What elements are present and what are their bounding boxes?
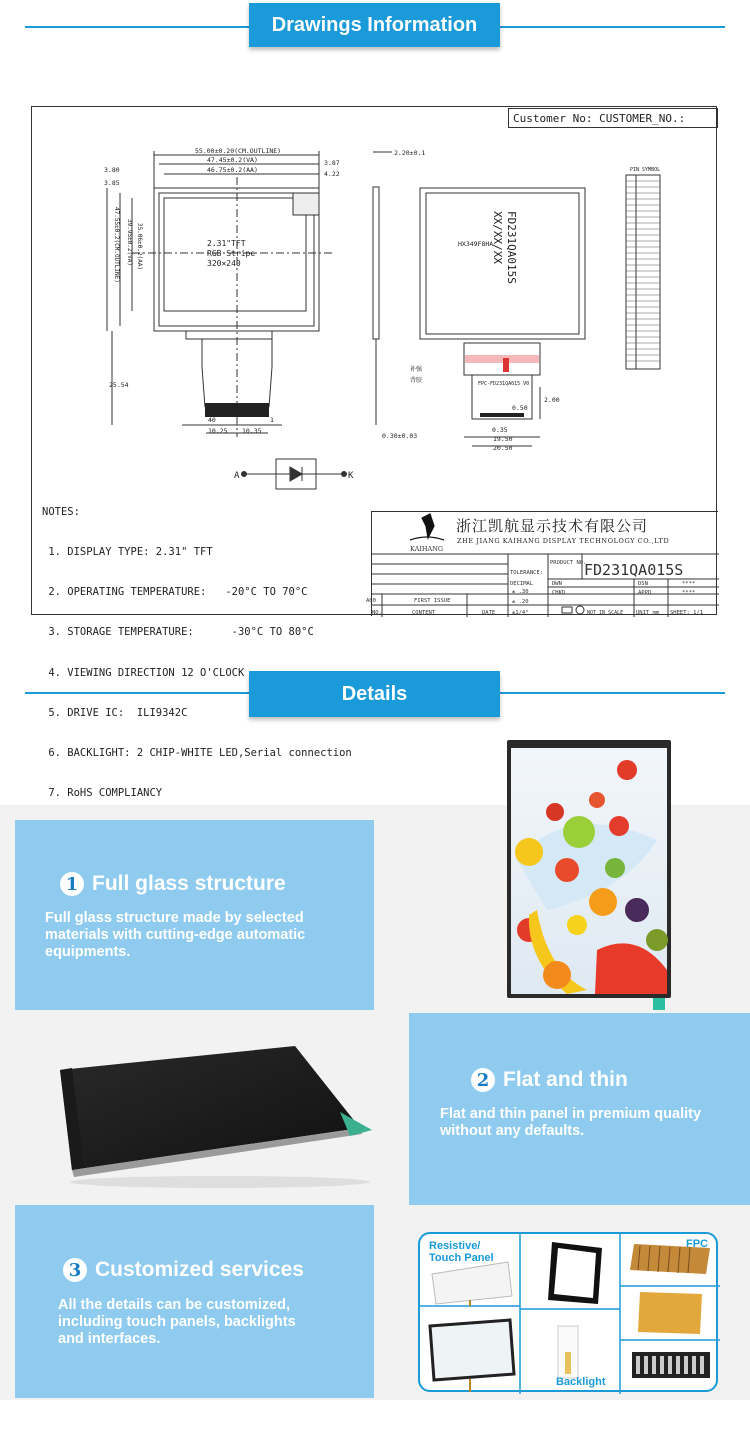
feature-card-full-glass [15, 820, 374, 1010]
dim-2050: 20.50 [493, 444, 513, 452]
note-line: 6. BACKLIGHT: 2 CHIP-WHITE LED,Serial connection [42, 747, 352, 760]
anode-label: A [234, 471, 240, 481]
components-collage [418, 1232, 718, 1392]
date-header: DATE [482, 610, 496, 616]
back-chip-text: HX349F8HA [458, 240, 494, 248]
note-line: NOTES: [42, 505, 80, 518]
panel-stripe-text: RGB Stripe [207, 249, 256, 258]
feature-title: Full glass structure [92, 872, 286, 895]
company-name-en: ZHE JIANG KAIHANG DISPLAY TECHNOLOGY CO.,LTD [457, 537, 670, 545]
dwn-label: DWN [552, 581, 562, 587]
dim-380: 3.80 [104, 166, 120, 174]
company-name-cn: 浙江凯航显示技术有限公司 [456, 517, 649, 535]
first-issue: FIRST ISSUE [414, 598, 451, 604]
feature-card-flat-thin [409, 1013, 750, 1205]
feature-description [45, 910, 305, 961]
dim-va-width: 47.45±0.2(VA) [207, 156, 258, 164]
note-line: 5. DRIVE IC: ILI9342C [42, 706, 188, 719]
cn-label-stiffener: 补强 [410, 366, 423, 373]
feature-title: Customized services [95, 1258, 304, 1281]
revision-number: A00 [366, 598, 376, 604]
note-line: 4. VIEWING DIRECTION 12 O'CLOCK [42, 666, 245, 679]
fpc-label: FPC [686, 1238, 708, 1250]
note-line: 3. STORAGE TEMPERATURE: -30°C TO 80°C [42, 626, 314, 639]
dim-outline-width: 55.00±0.20(CM.OUTLINE) [195, 147, 282, 155]
backlight-label: Backlight [556, 1376, 606, 1388]
note-line: 7. RoHS COMPLIANCY [42, 787, 163, 800]
fpc-code: FPC-FD231QA015 V0 [478, 381, 530, 387]
pin-40-label: 40 [208, 416, 216, 424]
note-line: 1. DISPLAY TYPE: 2.31" TFT [42, 546, 213, 559]
feature-description [58, 1297, 296, 1348]
dsn-value: **** [682, 581, 696, 587]
dim-385: 3.85 [104, 179, 120, 187]
fruit-splash-image [507, 740, 671, 998]
section-title-drawings: Drawings Information [249, 3, 500, 47]
feature-number-2: 2 [471, 1068, 495, 1092]
feature-text-line: including touch panels, backlights [58, 1314, 296, 1330]
feature-text-line: without any defaults. [440, 1123, 585, 1139]
note-line: 2. OPERATING TEMPERATURE: -20°C TO 70°C [42, 586, 308, 599]
tolerance-3: ±1/4° [512, 610, 529, 616]
dim-v-outline: 47.55±0.2(CM.OUTLINE) [113, 207, 120, 283]
not-in-scale: NOT IN SCALE [587, 610, 624, 616]
appd-label: APPD [638, 590, 652, 596]
product-number: FD231QA015S [584, 561, 684, 579]
dim-1950: 19.50 [493, 435, 513, 443]
dim-200: 2.00 [544, 396, 560, 404]
cathode-label: K [348, 471, 354, 481]
feature-title: Flat and thin [503, 1068, 628, 1091]
dim-aa-width: 46.75±0.2(AA) [207, 166, 258, 174]
pin-table-header: PIN SYMBOL [630, 167, 661, 173]
dim-1035: 10.35 [242, 427, 262, 435]
feature-heading [60, 872, 286, 896]
feature-heading [471, 1068, 628, 1092]
appd-value: **** [682, 590, 696, 596]
tolerance-2: ± .20 [512, 599, 529, 605]
chkd-label: CHKD [552, 590, 566, 596]
pin-1-label: 1 [270, 416, 274, 424]
section-title-details: Details [249, 671, 500, 717]
resistive-label-line: Touch Panel [429, 1252, 494, 1264]
feature-text-line: equipments. [45, 944, 131, 960]
tolerance-1: ± .30 [512, 589, 529, 595]
panel-size-text: 2.31"TFT [207, 239, 246, 248]
feature-card-customized [15, 1205, 374, 1398]
dim-thickness: 2.20±0.1 [394, 149, 426, 157]
dim-050: 0.50 [512, 404, 528, 412]
no-header: NO. [372, 610, 382, 616]
decimal-label: DECIMAL [510, 581, 534, 587]
feature-number-3: 3 [63, 1258, 87, 1282]
feature-text-line: All the details can be customized, [58, 1297, 291, 1313]
cn-label-adhesive: 背胶 [410, 377, 423, 384]
dsn-label: DSN [638, 581, 648, 587]
back-part-number: FD231QA015S [505, 211, 518, 284]
dim-v-aa: 35.06±0.2(AA) [136, 223, 143, 270]
back-date-code: XX/XX/XX [491, 211, 504, 264]
product-no-label: PRODUCT NO. [550, 560, 587, 566]
feature-description [440, 1106, 701, 1140]
lcd-vertical-image [507, 740, 671, 998]
feature-text-line: materials with cutting-edge automatic [45, 927, 306, 943]
dim-v-va: 39.95±0.2(VA) [126, 219, 133, 266]
customer-number: Customer No: CUSTOMER_NO.: [508, 108, 718, 128]
feature-text-line: and interfaces. [58, 1331, 161, 1347]
feature-text-line: Full glass structure made by selected [45, 910, 304, 926]
feature-number-1: 1 [60, 872, 84, 896]
tolerance-label: TOLERANCE: [510, 570, 544, 576]
sheet-label: SHEET: 1/1 [670, 610, 704, 616]
dim-422: 4.22 [324, 170, 340, 178]
resistive-label [429, 1240, 494, 1264]
content-header: CONTENT [412, 610, 436, 616]
panel-resolution-text: 320×240 [207, 259, 241, 268]
feature-heading [63, 1258, 304, 1282]
feature-text-line: Flat and thin panel in premium quality [440, 1106, 702, 1122]
unit-label: UNIT mm [636, 610, 660, 616]
dim-1025: 10.25 [208, 427, 228, 435]
company-logo-text: KAIHANG [410, 545, 444, 553]
resistive-label-line: Resistive/ [429, 1240, 481, 1252]
dim-2554: 25.54 [109, 381, 129, 389]
dim-fpc-thickness: 0.30±0.03 [382, 432, 418, 440]
dim-387: 3.87 [324, 159, 340, 167]
lcd-panel-tilted-image [50, 1040, 380, 1190]
lcd-fpc-tab [653, 998, 665, 1010]
dim-035: 0.35 [492, 426, 508, 434]
